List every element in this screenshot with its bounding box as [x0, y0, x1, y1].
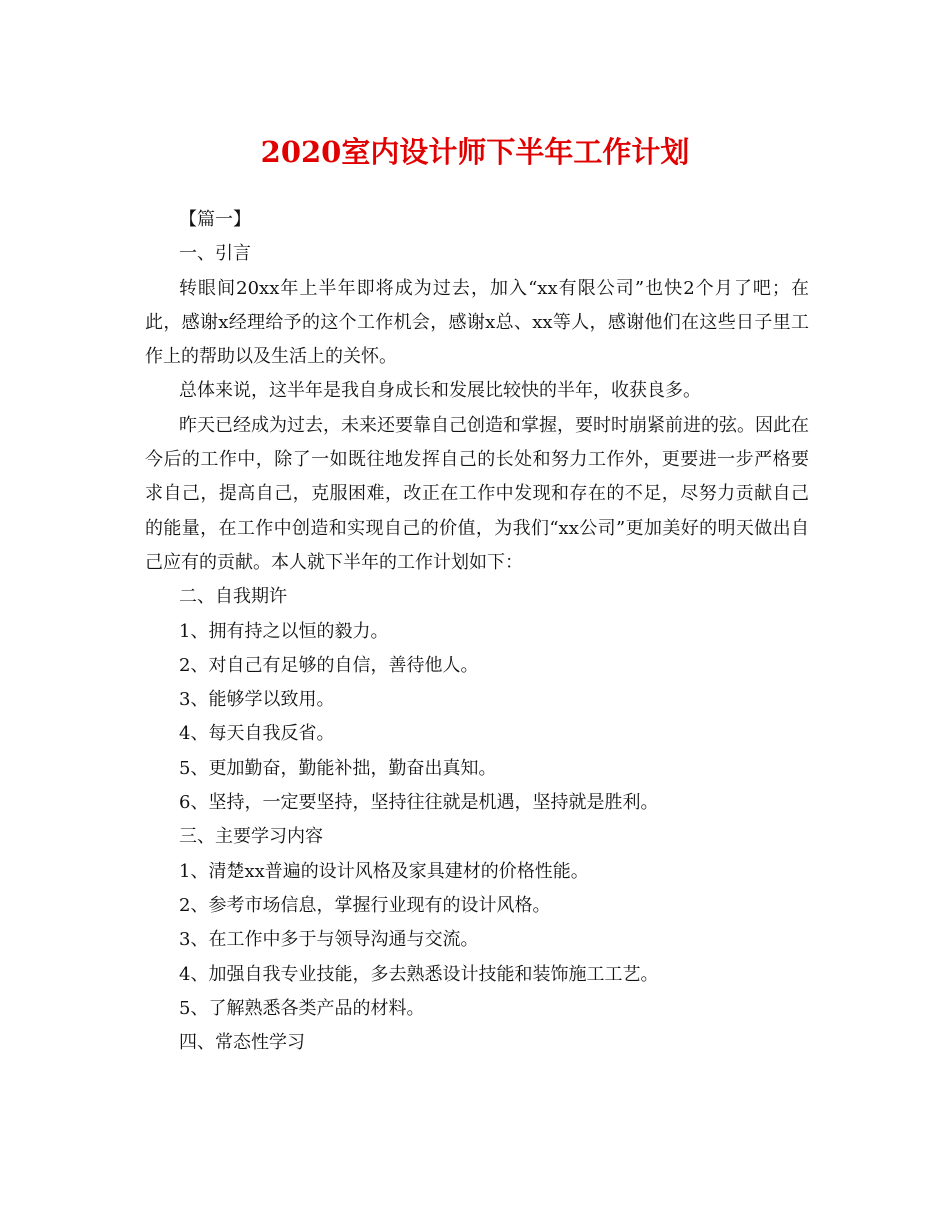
- section-marker: 【篇一】: [179, 209, 251, 230]
- heading-self-expectation: 二、自我期许: [179, 586, 287, 608]
- paragraph-summary: 总体来说，这半年是我自身成长和发展比较快的半年，收获良多。: [179, 380, 701, 402]
- document-title: 2020室内设计师下半年工作计划: [260, 135, 690, 169]
- list-item: 3、在工作中多于与领导沟通与交流。: [179, 929, 479, 951]
- list-item: 4、加强自我专业技能，多去熟悉设计技能和装饰施工工艺。: [179, 963, 659, 985]
- paragraph-intro: 转眼间20xx年上半年即将成为过去，加入“xx有限公司”也快2个月了吧；在此，感谢x经理给予的这个工作机会，感谢x总、xx等人，感谢他们在这些日子里工作上的帮助以及生活上的关怀。: [145, 277, 809, 368]
- list-item: 3、能够学以致用。: [179, 689, 335, 711]
- list-item: 1、清楚xx普遍的设计风格及家具建材的价格性能。: [179, 860, 589, 882]
- list-item: 2、对自己有足够的自信，善待他人。: [179, 654, 479, 676]
- list-item: 5、更加勤奋，勤能补拙，勤奋出真知。: [179, 757, 497, 779]
- heading-regular-learning: 四、常态性学习: [179, 1032, 305, 1054]
- document-body: [145, 203, 809, 1060]
- list-item: 1、拥有持之以恒的毅力。: [179, 620, 389, 642]
- list-item: 5、了解熟悉各类产品的材料。: [179, 997, 425, 1019]
- list-item: 2、参考市场信息，掌握行业现有的设计风格。: [179, 894, 551, 916]
- heading-introduction: 一、引言: [179, 243, 251, 265]
- heading-learning-content: 三、主要学习内容: [179, 826, 323, 848]
- list-item: 4、每天自我反省。: [179, 723, 335, 745]
- paragraph-plan: 昨天已经成为过去，未来还要靠自己创造和掌握，要时时崩紧前进的弦。因此在今后的工作中，除了一如既往地发挥自己的长处和努力工作外，更要进一步严格要求自己，提高自己，克服困难，改正在工作中发现和存在的不足，尽努力贡献自己的能量，在工作中创造和实现自己的价值，为我们“xx公司”更加美好的明天做出自己应有的贡献。本人就下半年的工作计划如下：: [145, 414, 809, 573]
- list-item: 6、坚持，一定要坚持，坚持往往就是机遇，坚持就是胜利。: [179, 792, 659, 814]
